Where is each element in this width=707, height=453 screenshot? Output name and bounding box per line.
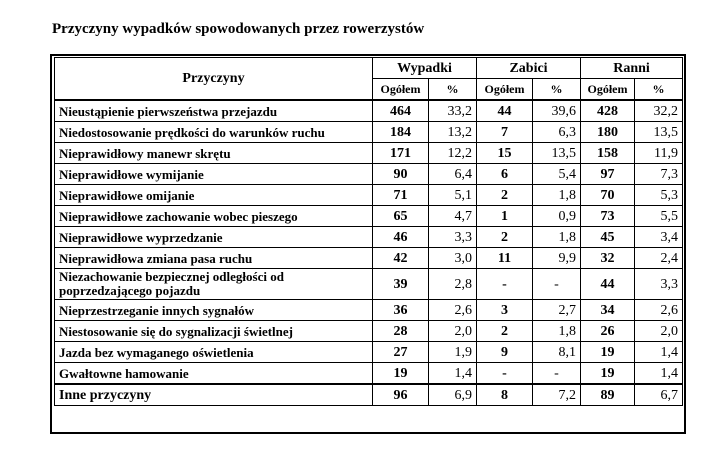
table-row bbox=[55, 384, 683, 406]
header-cause: Przyczyny bbox=[55, 58, 373, 101]
cell-ranni-total: 19 bbox=[581, 363, 635, 385]
cell-wypadki-total: 184 bbox=[373, 122, 429, 143]
cell-wypadki-pct: 3,0 bbox=[429, 248, 477, 269]
cell-zabici-pct: - bbox=[533, 363, 581, 385]
cell-wypadki-total: 171 bbox=[373, 143, 429, 164]
cell-wypadki-pct: 13,2 bbox=[429, 122, 477, 143]
cell-ranni-pct: 2,6 bbox=[635, 300, 683, 321]
cell-wypadki-total: 27 bbox=[373, 342, 429, 363]
cell-ranni-total: 73 bbox=[581, 206, 635, 227]
cell-wypadki-total: 39 bbox=[373, 269, 429, 300]
header-ranni-pct: % bbox=[635, 79, 683, 101]
table-row bbox=[55, 321, 683, 342]
cell-ranni-pct: 2,0 bbox=[635, 321, 683, 342]
cell-cause: Niedostosowanie prędkości do warunków ruchu bbox=[55, 122, 373, 143]
cell-wypadki-total: 19 bbox=[373, 363, 429, 385]
cell-zabici-total: 7 bbox=[477, 122, 533, 143]
table-row bbox=[55, 100, 683, 122]
cell-wypadki-pct: 4,7 bbox=[429, 206, 477, 227]
header-group-zabici: Zabici bbox=[477, 58, 581, 79]
cell-cause: Nieprzestrzeganie innych sygnałów bbox=[55, 300, 373, 321]
header-wypadki-pct: % bbox=[429, 79, 477, 101]
cell-wypadki-pct: 6,9 bbox=[429, 384, 477, 406]
cell-ranni-pct: 1,4 bbox=[635, 363, 683, 385]
cell-wypadki-pct: 6,4 bbox=[429, 164, 477, 185]
cell-wypadki-total: 464 bbox=[373, 100, 429, 122]
cell-ranni-total: 97 bbox=[581, 164, 635, 185]
cell-cause: Nieprawidłowe wyprzedzanie bbox=[55, 227, 373, 248]
table-title: Przyczyny wypadków spowodowanych przez rowerzystów bbox=[52, 21, 425, 37]
cell-ranni-pct: 7,3 bbox=[635, 164, 683, 185]
cell-wypadki-pct: 2,0 bbox=[429, 321, 477, 342]
table-row bbox=[55, 363, 683, 385]
cell-cause: Jazda bez wymaganego oświetlenia bbox=[55, 342, 373, 363]
table-row bbox=[55, 227, 683, 248]
table-row bbox=[55, 248, 683, 269]
table-body bbox=[55, 100, 683, 406]
cell-wypadki-total: 96 bbox=[373, 384, 429, 406]
header-zabici-total: Ogółem bbox=[477, 79, 533, 101]
cell-cause: Niezachowanie bezpiecznej odległości od poprzedzającego pojazdu bbox=[55, 269, 373, 300]
cell-zabici-total: 3 bbox=[477, 300, 533, 321]
cell-ranni-total: 19 bbox=[581, 342, 635, 363]
table-row bbox=[55, 342, 683, 363]
cell-zabici-pct: 8,1 bbox=[533, 342, 581, 363]
cell-zabici-total: 2 bbox=[477, 321, 533, 342]
table-row bbox=[55, 122, 683, 143]
cell-ranni-pct: 5,5 bbox=[635, 206, 683, 227]
cell-wypadki-total: 36 bbox=[373, 300, 429, 321]
table-row bbox=[55, 300, 683, 321]
table-row bbox=[55, 185, 683, 206]
cell-wypadki-pct: 1,4 bbox=[429, 363, 477, 385]
cell-ranni-total: 26 bbox=[581, 321, 635, 342]
cell-ranni-total: 158 bbox=[581, 143, 635, 164]
cell-ranni-pct: 5,3 bbox=[635, 185, 683, 206]
cell-ranni-total: 34 bbox=[581, 300, 635, 321]
cell-zabici-total: 8 bbox=[477, 384, 533, 406]
cell-zabici-pct: 13,5 bbox=[533, 143, 581, 164]
cell-ranni-pct: 11,9 bbox=[635, 143, 683, 164]
cell-wypadki-total: 42 bbox=[373, 248, 429, 269]
cell-zabici-total: 1 bbox=[477, 206, 533, 227]
table-row bbox=[55, 206, 683, 227]
cell-wypadki-pct: 1,9 bbox=[429, 342, 477, 363]
cell-zabici-pct: - bbox=[533, 269, 581, 300]
cell-ranni-total: 180 bbox=[581, 122, 635, 143]
cell-ranni-total: 45 bbox=[581, 227, 635, 248]
table-row bbox=[55, 269, 683, 300]
cell-ranni-pct: 32,2 bbox=[635, 100, 683, 122]
cell-zabici-total: 15 bbox=[477, 143, 533, 164]
cell-ranni-total: 428 bbox=[581, 100, 635, 122]
cell-zabici-pct: 1,8 bbox=[533, 321, 581, 342]
cell-ranni-pct: 6,7 bbox=[635, 384, 683, 406]
cell-zabici-total: 11 bbox=[477, 248, 533, 269]
cell-cause: Inne przyczyny bbox=[55, 384, 373, 406]
cell-zabici-pct: 1,8 bbox=[533, 185, 581, 206]
cell-ranni-total: 44 bbox=[581, 269, 635, 300]
cell-zabici-pct: 5,4 bbox=[533, 164, 581, 185]
cell-zabici-total: 9 bbox=[477, 342, 533, 363]
cell-cause: Nieprawidłowe omijanie bbox=[55, 185, 373, 206]
cell-cause: Gwałtowne hamowanie bbox=[55, 363, 373, 385]
cell-ranni-pct: 3,3 bbox=[635, 269, 683, 300]
table-row bbox=[55, 164, 683, 185]
cell-wypadki-pct: 2,8 bbox=[429, 269, 477, 300]
cell-zabici-pct: 9,9 bbox=[533, 248, 581, 269]
cell-wypadki-total: 46 bbox=[373, 227, 429, 248]
table-row bbox=[55, 143, 683, 164]
cell-cause: Nieprawidłowe zachowanie wobec pieszego bbox=[55, 206, 373, 227]
cell-wypadki-total: 65 bbox=[373, 206, 429, 227]
cell-cause: Niestosowanie się do sygnalizacji świetlnej bbox=[55, 321, 373, 342]
header-group-wypadki: Wypadki bbox=[373, 58, 477, 79]
cell-zabici-pct: 39,6 bbox=[533, 100, 581, 122]
cell-zabici-pct: 1,8 bbox=[533, 227, 581, 248]
cell-ranni-pct: 1,4 bbox=[635, 342, 683, 363]
cell-wypadki-total: 71 bbox=[373, 185, 429, 206]
header-wypadki-total: Ogółem bbox=[373, 79, 429, 101]
cell-ranni-pct: 13,5 bbox=[635, 122, 683, 143]
cell-wypadki-pct: 2,6 bbox=[429, 300, 477, 321]
cell-cause: Nieprawidłowy manewr skrętu bbox=[55, 143, 373, 164]
cell-wypadki-pct: 3,3 bbox=[429, 227, 477, 248]
cell-zabici-total: 44 bbox=[477, 100, 533, 122]
cell-ranni-total: 32 bbox=[581, 248, 635, 269]
header-zabici-pct: % bbox=[533, 79, 581, 101]
cell-zabici-pct: 0,9 bbox=[533, 206, 581, 227]
cell-wypadki-total: 28 bbox=[373, 321, 429, 342]
cell-cause: Nieprawidłowe wymijanie bbox=[55, 164, 373, 185]
header-group-ranni: Ranni bbox=[581, 58, 683, 79]
cell-zabici-total: - bbox=[477, 363, 533, 385]
cell-zabici-pct: 6,3 bbox=[533, 122, 581, 143]
cell-zabici-pct: 7,2 bbox=[533, 384, 581, 406]
cell-zabici-total: 6 bbox=[477, 164, 533, 185]
cell-zabici-total: - bbox=[477, 269, 533, 300]
cell-wypadki-pct: 5,1 bbox=[429, 185, 477, 206]
cell-wypadki-pct: 33,2 bbox=[429, 100, 477, 122]
header-ranni-total: Ogółem bbox=[581, 79, 635, 101]
cell-ranni-pct: 3,4 bbox=[635, 227, 683, 248]
cell-ranni-total: 89 bbox=[581, 384, 635, 406]
cell-ranni-total: 70 bbox=[581, 185, 635, 206]
cell-cause: Nieustąpienie pierwszeństwa przejazdu bbox=[55, 100, 373, 122]
cell-cause: Nieprawidłowa zmiana pasa ruchu bbox=[55, 248, 373, 269]
cell-wypadki-total: 90 bbox=[373, 164, 429, 185]
accidents-table bbox=[54, 57, 683, 406]
cell-zabici-total: 2 bbox=[477, 227, 533, 248]
cell-ranni-pct: 2,4 bbox=[635, 248, 683, 269]
cell-zabici-pct: 2,7 bbox=[533, 300, 581, 321]
cell-wypadki-pct: 12,2 bbox=[429, 143, 477, 164]
cell-zabici-total: 2 bbox=[477, 185, 533, 206]
